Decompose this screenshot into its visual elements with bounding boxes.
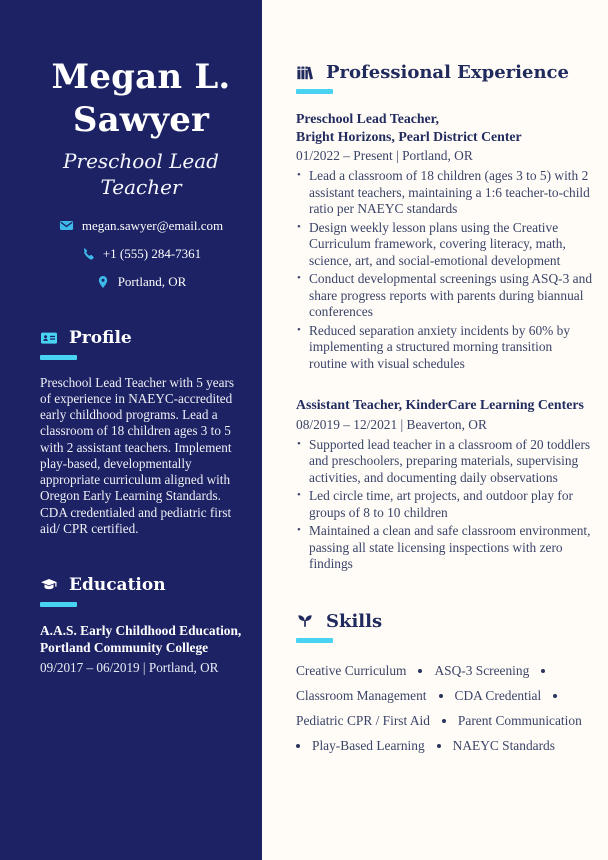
skill-separator-dot xyxy=(439,694,443,698)
graduation-cap-icon xyxy=(40,576,58,594)
bullet-item: • Led circle time, art projects, and outdoor play for groups of 8 to 10 children xyxy=(296,488,592,521)
books-icon xyxy=(296,64,314,82)
bullet-item: • Lead a classroom of 18 children (ages 3 to 5) with 2 assistant teachers, maintaining a 1:6 teacher-to-child ratio per NAEYC standards xyxy=(296,168,592,217)
job-company: Bright Horizons, Pearl District Center xyxy=(296,128,522,144)
education-heading-row xyxy=(40,575,242,595)
bullet-item: • Design weekly lesson plans using the Creative Curriculum framework, covering literacy, math, science, art, and social-emotional development xyxy=(296,220,592,269)
profile-heading: Profile xyxy=(69,327,132,348)
location-pin-icon xyxy=(96,275,110,289)
education-entry xyxy=(40,623,242,676)
profile-section xyxy=(40,328,242,537)
bullet-item: • Supported lead teacher in a classroom of 20 toddlers and preschoolers, preparing materials, supervising activities, and documenting daily observations xyxy=(296,437,592,486)
skill-item: Parent Communication xyxy=(457,712,582,728)
job-entry xyxy=(296,396,592,573)
skills-list xyxy=(296,663,592,754)
skills-heading: Skills xyxy=(326,610,383,632)
skill-item: NAEYC Standards xyxy=(452,737,555,753)
education-section xyxy=(40,575,242,676)
skill-separator-dot xyxy=(442,719,446,723)
profile-text: Preschool Lead Teacher with 5 years of experience in NAEYC-accredited early childhood programs. Lead a classroom of 18 children ages 3 to 5 with 2 assistant teachers. Implement play-based, developmentally appropriate curriculum aligned with Oregon Early Learning Standards. CDA credentialed and pediatric first aid/ CPR certified. xyxy=(40,374,235,536)
skill-item: Pediatric CPR / First Aid xyxy=(296,712,430,728)
contact-info xyxy=(40,218,242,290)
id-card-icon xyxy=(40,329,58,347)
education-heading-underline xyxy=(40,602,77,607)
education-dates-location: 09/2017 – 06/2019 | Portland, OR xyxy=(40,659,219,675)
skills-section xyxy=(296,611,592,754)
education-degree: A.A.S. Early Childhood Education, xyxy=(40,623,242,639)
main-content xyxy=(262,0,608,860)
skill-item: Classroom Management xyxy=(296,687,427,703)
profile-heading-row xyxy=(40,328,242,348)
skills-heading-underline xyxy=(296,638,333,643)
skill-separator-dot xyxy=(418,669,422,673)
contact-phone: +1 (555) 284-7361 xyxy=(102,245,202,261)
job-title: Preschool Lead Teacher, xyxy=(296,111,439,126)
job-dates-location: 01/2022 – Present | Portland, OR xyxy=(296,148,473,164)
person-name: Megan L. Sawyer xyxy=(51,57,231,140)
job-title: Assistant Teacher, KinderCare Learning Centers xyxy=(296,397,584,413)
email-icon xyxy=(59,218,74,233)
profile-heading-underline xyxy=(40,355,77,360)
skill-item: CDA Credential xyxy=(454,687,542,703)
experience-heading-row xyxy=(296,62,592,83)
skill-item: Play-Based Learning xyxy=(312,737,425,753)
phone-icon xyxy=(81,247,95,261)
job-bullet-list xyxy=(296,168,592,372)
skill-separator-dot xyxy=(296,744,300,748)
skill-separator-dot xyxy=(553,694,557,698)
job-dates-location: 08/2019 – 12/2021 | Beaverton, OR xyxy=(296,416,487,432)
person-job-title: Preschool Lead Teacher xyxy=(63,149,219,200)
contact-location: Portland, OR xyxy=(117,273,187,289)
experience-section xyxy=(296,62,592,573)
skills-heading-row xyxy=(296,611,592,632)
job-entry xyxy=(296,110,592,372)
bullet-item: • Conduct developmental screenings using ASQ-3 and share progress reports with parents during biannual conferences xyxy=(296,271,592,320)
experience-heading-underline xyxy=(296,89,333,94)
sidebar xyxy=(0,0,262,860)
skill-item: Creative Curriculum xyxy=(296,662,407,678)
job-bullet-list xyxy=(296,437,592,573)
skill-item: ASQ-3 Screening xyxy=(434,662,530,678)
contact-phone-row xyxy=(81,246,201,262)
seedling-icon xyxy=(296,612,314,630)
skill-separator-dot xyxy=(437,744,441,748)
experience-heading: Professional Experience xyxy=(326,62,569,83)
bullet-item: • Maintained a clean and safe classroom environment, passing all state licensing inspections with zero findings xyxy=(296,523,592,572)
bullet-item: • Reduced separation anxiety incidents by 60% by implementing a structured morning transition routine with visual schedules xyxy=(296,323,592,372)
skill-separator-dot xyxy=(541,669,545,673)
education-heading: Education xyxy=(69,575,166,596)
contact-location-row xyxy=(96,274,187,290)
contact-email: megan.sawyer@email.com xyxy=(81,217,224,233)
education-school: Portland Community College xyxy=(40,640,209,656)
contact-email-row xyxy=(59,218,223,234)
